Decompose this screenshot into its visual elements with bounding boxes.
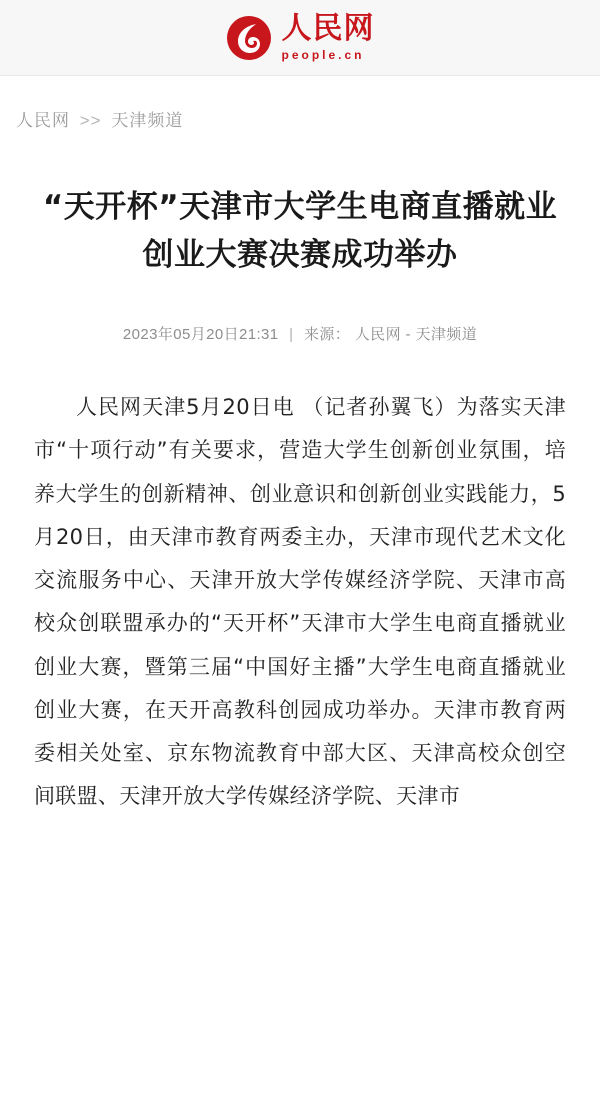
source-label: 来源：: [304, 326, 351, 344]
article-body: [34, 386, 566, 819]
site-logo[interactable]: [226, 11, 375, 62]
site-logo-text: [281, 11, 375, 62]
source-name: 人民网 - 天津频道: [354, 326, 478, 344]
site-logo-domain: people.cn: [281, 48, 365, 62]
meta-divider: |: [289, 326, 294, 344]
breadcrumb: [0, 76, 600, 131]
article-meta: [34, 323, 566, 344]
article: [0, 183, 600, 819]
breadcrumb-item-channel[interactable]: 天津频道: [111, 111, 184, 130]
people-cn-flame-logo-icon: [226, 15, 272, 61]
article-timestamp: 2023年05月20日21:31: [122, 326, 279, 344]
site-header: [0, 0, 600, 76]
breadcrumb-separator: >>: [79, 111, 102, 130]
site-logo-name: 人民网: [281, 11, 375, 46]
page-title: “天开杯”天津市大学生电商直播就业创业大赛决赛成功举办: [42, 189, 558, 274]
breadcrumb-item-home[interactable]: 人民网: [16, 111, 70, 130]
article-paragraph: 人民网天津5月20日电 （记者孙翼飞）为落实天津市“十项行动”有关要求，营造大学生创新创业氛围，培养大学生的创新精神、创业意识和创新创业实践能力，5月20日，由天津市教育两委主办，天津市现代艺术文化交流服务中心、天津开放大学传媒经济学院、天津市高校众创联盟承办的“天开杯”天津市大学生电商直播就业创业大赛，暨第三届“中国好主播”大学生电商直播就业创业大赛，在天开高教科创园成功举办。天津市教育两委相关处室、京东物流教育中部大区、天津高校众创空间联盟、天津开放大学传媒经济学院、天津市: [34, 395, 566, 809]
